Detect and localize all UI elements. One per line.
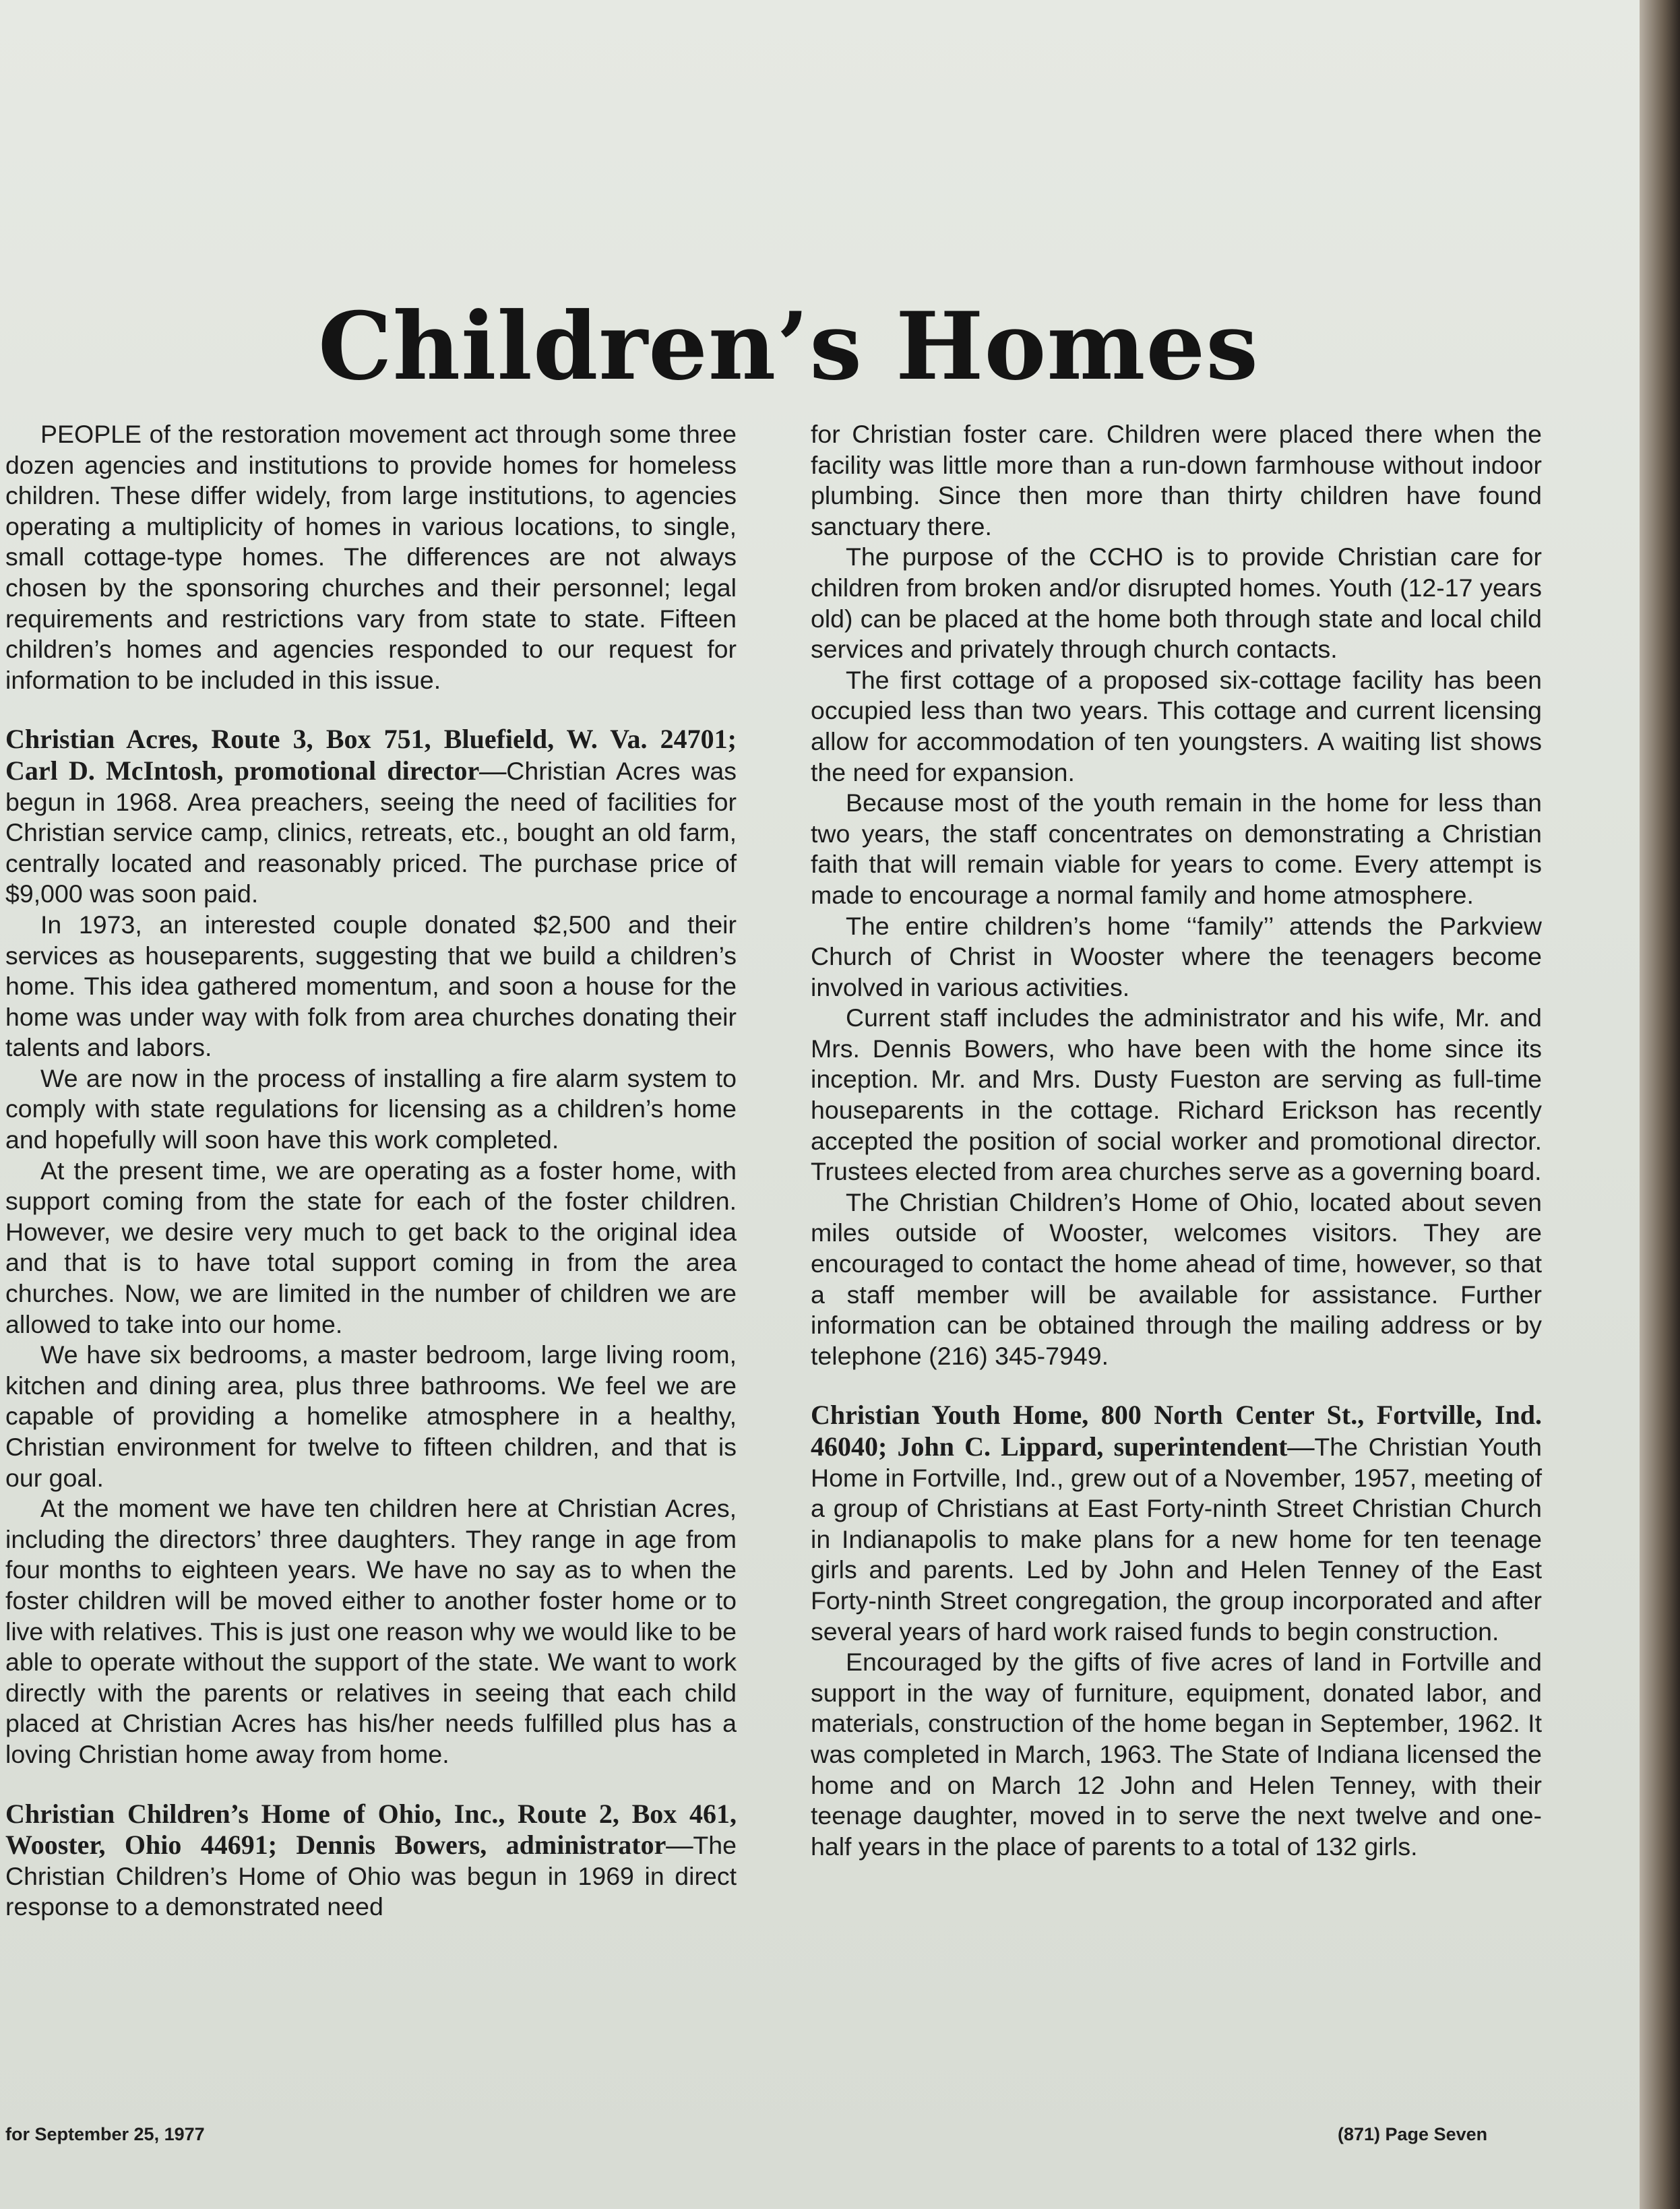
body-paragraph: Encouraged by the gifts of five acres of land in Fortville and support in the way of furniture, equipment, donated labor, and materials, construction of the home began in September, 1962. It was completed in March, 1963. The State of Indiana licensed the home and on March 12 John and Helen Tenney, with their teenage daughter, moved in to serve the next twelve and one-half years in the place of parents to a total of 132 girls. [811, 1648, 1542, 1861]
body-paragraph: The entire children’s home ‘‘family’’ attends the Parkview Church of Christ in Wooster where the teenagers become involved in various activities. [811, 911, 1542, 1001]
body-paragraph: The first cottage of a proposed six-cottage facility has been occupied less than two years. This cottage and current licensing allow for accommodation of ten youngsters. A waiting list shows the need for expansion. [811, 665, 1542, 786]
body-paragraph: Current staff includes the administrator and his wife, Mr. and Mrs. Dennis Bowers, who have been with the home since its inception. Mr. and Mrs. Dusty Fueston are serving as full-time houseparents in the cottage. Richard Erickson has recently accepted the position of social worker and promotional director. Trustees elected from area churches serve as a governing board. [811, 1003, 1542, 1186]
left-column [5, 419, 737, 1923]
entry-heading: Christian Youth Home, 800 North Center St., Fortville, Ind. 46040; John C. Lippard, superintendent— [811, 1400, 1542, 1462]
article-title: Children’s Homes [317, 291, 1259, 402]
body-paragraph: At the present time, we are operating as a foster home, with support coming from the state for each of the foster children. However, we desire very much to get back to the original idea and that is to have total support coming in from the area churches. Now, we are limited in the number of children we are allowed to take into our home. [5, 1156, 737, 1338]
entry-text: The Christian Children’s Home of Ohio was begun in 1969 in direct response to a demonstrated need [5, 1831, 737, 1921]
intro-paragraph: PEOPLE of the restoration movement act through some three dozen agencies and institutions to provide homes for homeless children. These differ widely, from large institutions, to agencies operating a multiplicity of homes in various locations, to single, small cottage-type homes. The differences are not always chosen by the sponsoring churches and their personnel; legal requirements and restrictions vary from state to state. Fifteen children’s homes and agencies responded to our request for information to be included in this issue. [5, 420, 737, 694]
body-paragraph: The purpose of the CCHO is to provide Christian care for children from broken and/or disrupted homes. Youth (12-17 years old) can be placed at the home both through state and local child services and privately through church contacts. [811, 542, 1542, 664]
body-paragraph: Because most of the youth remain in the home for less than two years, the staff concentrates on demonstrating a Christian faith that will remain viable for years to come. Every attempt is made to encourage a normal family and home atmosphere. [811, 788, 1542, 909]
body-paragraph: In 1973, an interested couple donated $2,500 and their services as houseparents, suggesting that we build a children’s home. This idea gathered momentum, and soon a house for the home was under way with folk from area churches donating their talents and labors. [5, 910, 737, 1062]
entry-christian-childrens-home-ohio [5, 1799, 737, 1923]
right-column [811, 419, 1542, 1862]
entry-heading: Christian Children’s Home of Ohio, Inc., Route 2, Box 461, Wooster, Ohio 44691; Dennis Bowers, administrator— [5, 1798, 737, 1861]
continued-paragraph: for Christian foster care. Children were placed there when the facility was little more than a run-down farmhouse without indoor plumbing. Since then more than thirty children have found sanctuary there. [811, 420, 1542, 540]
body-paragraph: The Christian Children’s Home of Ohio, located about seven miles outside of Wooster, welcomes visitors. They are encouraged to contact the home ahead of time, however, so that a staff member will be available for assistance. Further information can be obtained through the mailing address or by telephone (216) 345-7949. [811, 1187, 1542, 1370]
body-paragraph: We are now in the process of installing a fire alarm system to comply with state regulations for licensing as a children’s home and hopefully will soon have this work completed. [5, 1063, 737, 1154]
entry-text: Christian Acres was begun in 1968. Area preachers, seeing the need of facilities for Christian service camp, clinics, retreats, etc., bought an old farm, centrally located and reasonably priced. The purchase price of $9,000 was soon paid. [5, 756, 737, 908]
body-paragraph: At the moment we have ten children here at Christian Acres, including the directors’ three daughters. They range in age from four months to eighteen years. We have no say as to when the foster children will be moved either to another foster home or to live with relatives. This is just one reason why we would like to be able to operate without the support of the state. We want to work directly with the parents or relatives in seeing that each child placed at Christian Acres has his/her needs fulfilled plus has a loving Christian home away from home. [5, 1494, 737, 1768]
page-binding-edge [1640, 0, 1680, 2209]
footer-issue-date: for September 25, 1977 [5, 2124, 205, 2144]
body-paragraph: We have six bedrooms, a master bedroom, large living room, kitchen and dining area, plus three bathrooms. We feel we are capable of providing a homelike atmosphere in a healthy, Christian environment for twelve to fifteen children, and that is our goal. [5, 1340, 737, 1492]
entry-christian-acres [5, 724, 737, 910]
entry-heading: Christian Acres, Route 3, Box 751, Bluefield, W. Va. 24701; Carl D. McIntosh, promotional director— [5, 724, 737, 786]
entry-text: The Christian Youth Home in Fortville, Ind., grew out of a November, 1957, meeting of a group of Christians at East Forty-ninth Street Christian Church in Indianapolis to make plans for a new home for ten teenage girls and parents. Led by John and Helen Tenney of the East Forty-ninth Street congregation, the group incorporated and after several years of hard work raised funds to begin construction. [811, 1433, 1542, 1646]
footer-page-number: (871) Page Seven [1338, 2124, 1488, 2144]
entry-christian-youth-home [811, 1400, 1542, 1647]
